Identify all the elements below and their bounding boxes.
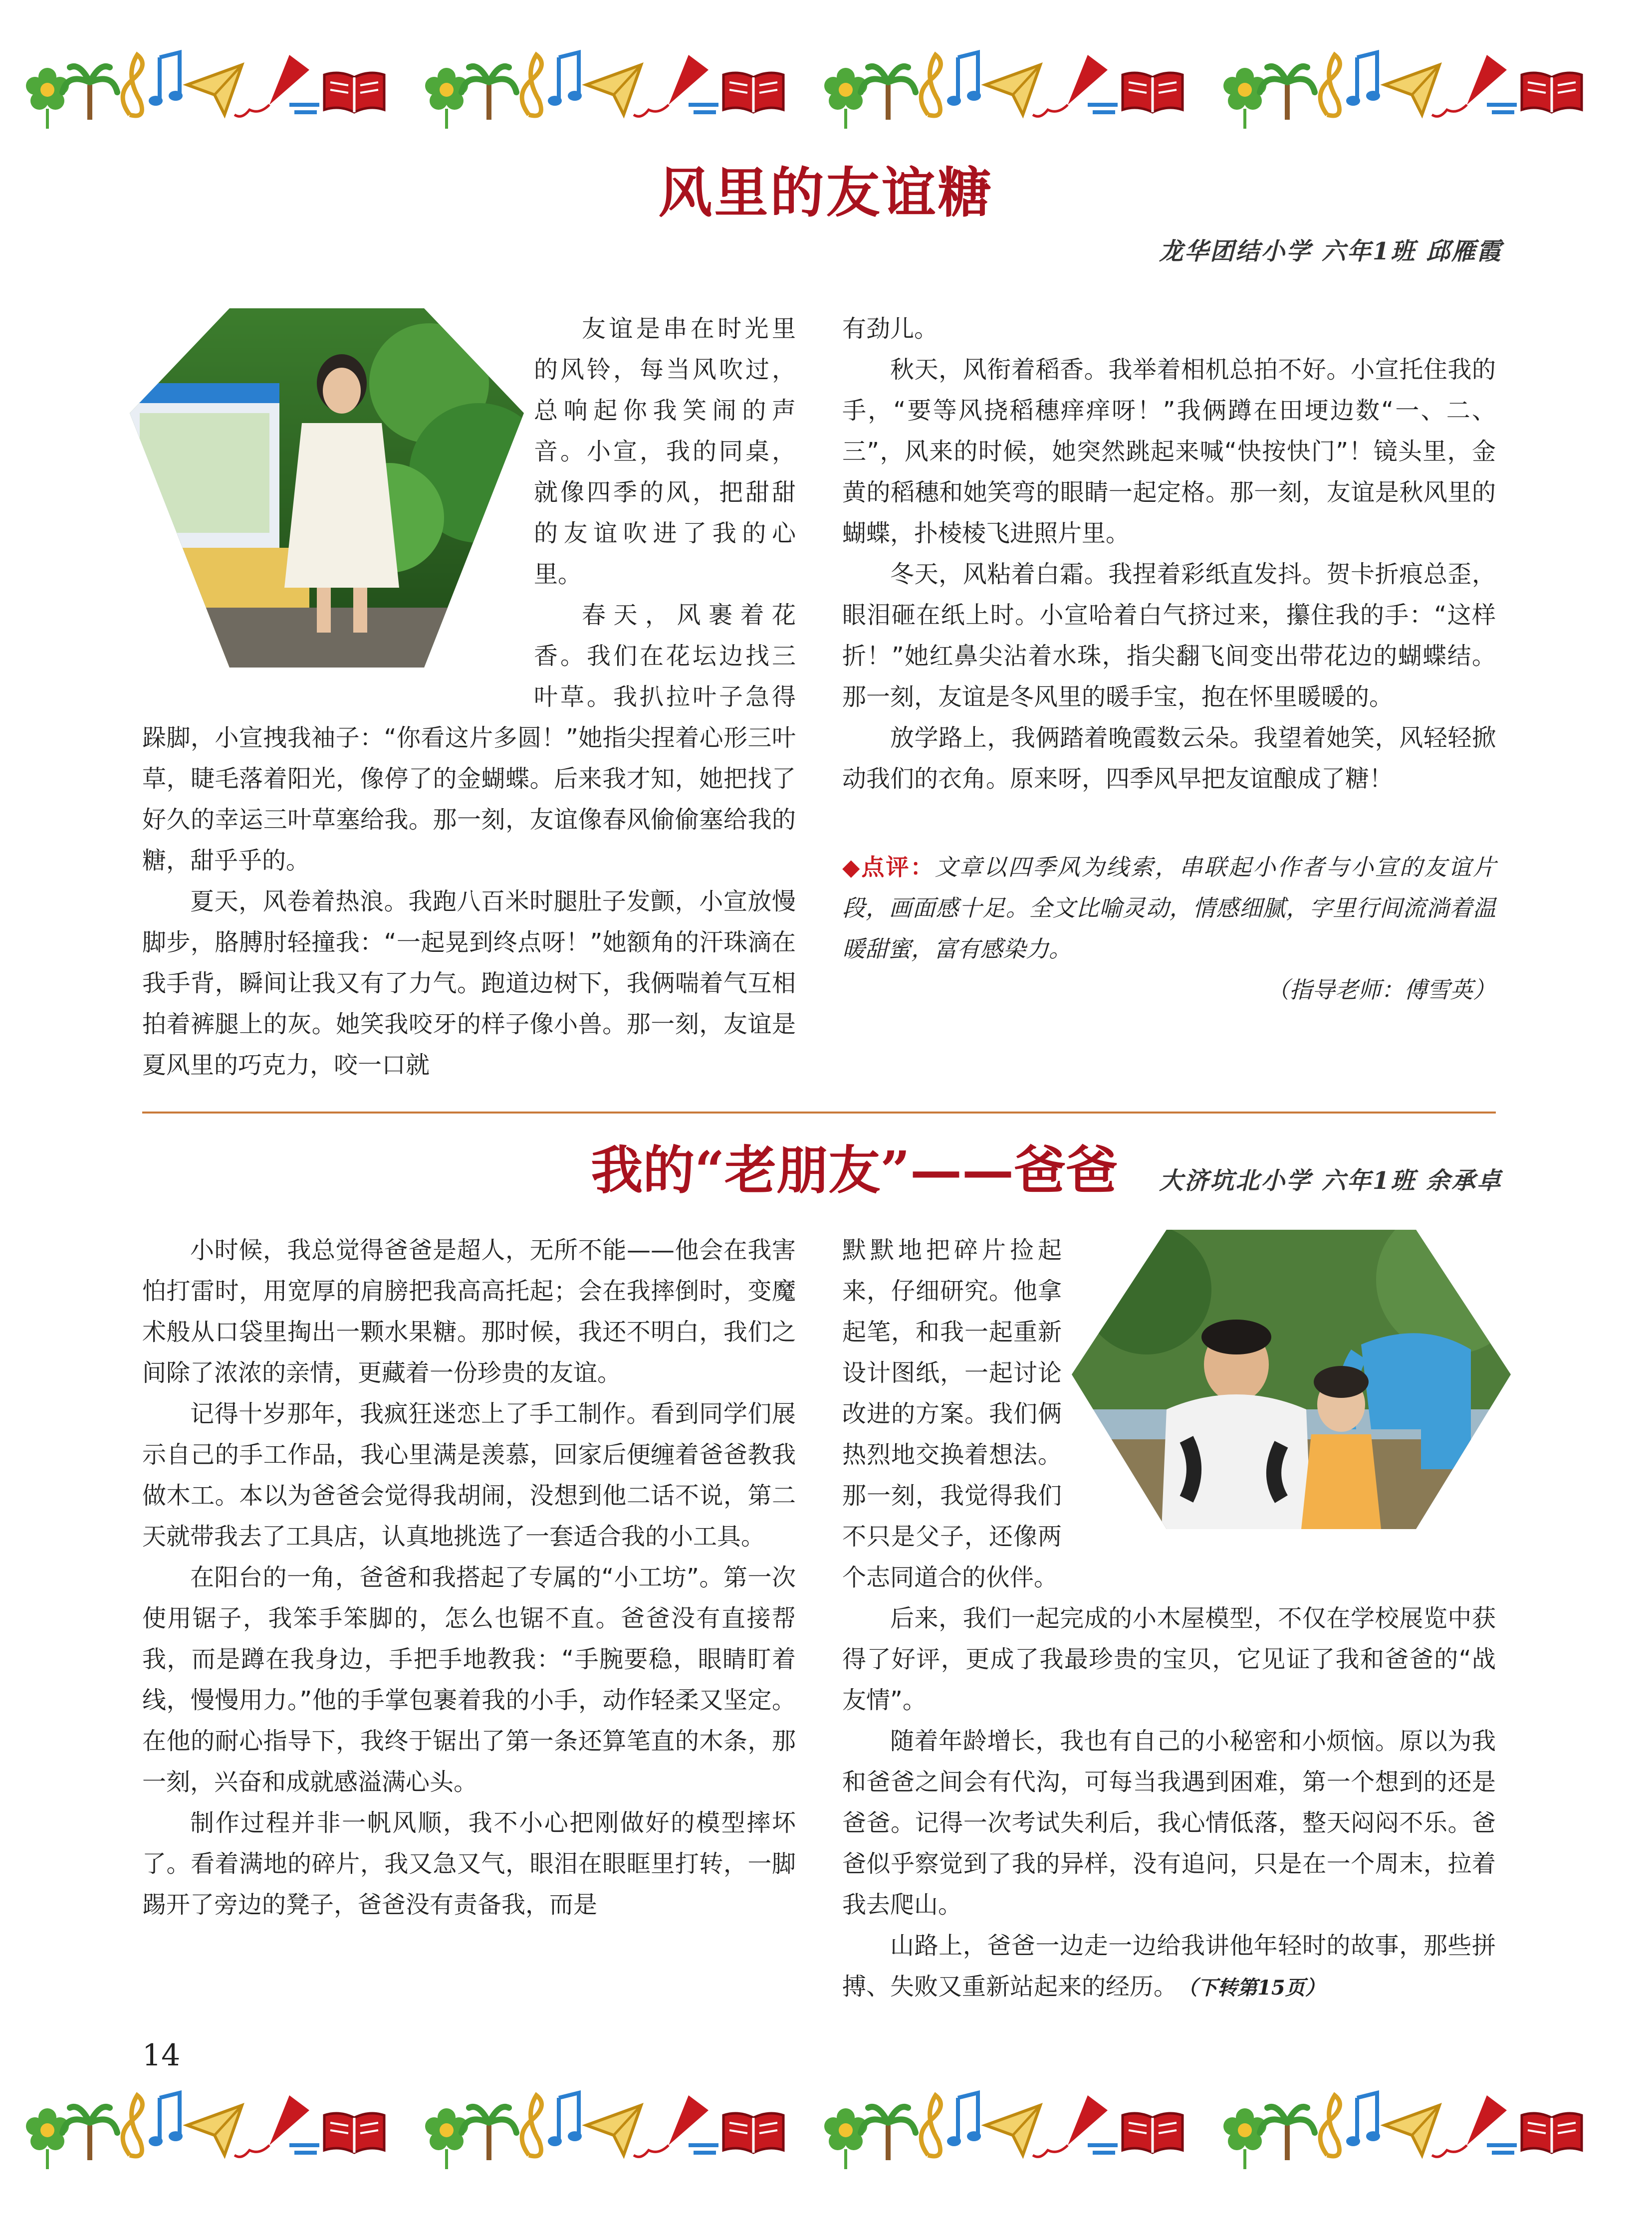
music-note-icon [123, 52, 183, 116]
article-2-right-paragraph [842, 1925, 1496, 2009]
article-2-photo [1072, 1230, 1511, 1539]
article-1-right-column [842, 308, 1496, 1010]
decorative-border-top [0, 35, 1652, 135]
article-1-left-paragraph: 春天，风裹着花香。我们在花坛边找三叶草。我扒拉叶子急得跺脚，小宣拽我袖子：“你看这片多圆！”她指尖捏着心形三叶草，睫毛落着阳光，像停了的金蝴蝶。后来我才知，她把找了好久的幸运三叶草塞给我。那一刻，友谊像春风偷偷塞给我的糖，甜乎乎的。 [142, 601, 796, 875]
article-1-right-paragraph: 有劲儿。 [842, 315, 939, 343]
review-label: 点评： [861, 854, 935, 881]
article-2-left-paragraph: 在阳台的一角，爸爸和我搭起了专属的“小工坊”。第一次使用锯子，我笨手笨脚的，怎么也锯不直。爸爸没有直接帮我，而是蹲在我身边，手把手地教我：“手腕要稳，眼睛盯着线，慢慢用力。”他的手掌包裹着我的小手，动作轻柔又坚定。在他的耐心指导下，我终于锯出了第一条还算笔直的木条，那一刻，兴奋和成就感溢满心头。 [142, 1564, 796, 1796]
article-2-byline: 大济坑北小学 六年1班 余承卓 [1159, 1167, 1502, 1195]
article-2-left-paragraph: 记得十岁那年，我疯狂迷恋上了手工制作。看到同学们展示自己的手工作品，我心里满是羡慕，回家后便缠着爸爸教我做木工。本以为爸爸会觉得我胡闹，没想到他二话不说，第二天就带我去了工具店，认真地挑选了一套适合我的小工具。 [142, 1400, 796, 1551]
article-2-right-paragraph: 随着年龄增长，我也有自己的小秘密和小烦恼。原以为我和爸爸之间会有代沟，可每当我遇到困难，第一个想到的还是爸爸。记得一次考试失利后，我心情低落，整天闷闷不乐。爸爸似乎察觉到了我的异样，没有追问，只是在一个周末，拉着我去爬山。 [842, 1727, 1496, 1919]
article-1-left-paragraph: 夏天，风卷着热浪。我跑八百米时腿肚子发颤，小宣放慢脚步，胳膊肘轻撞我：“一起晃到终点呀！”她额角的汗珠滴在我手背，瞬间让我又有了力气。跑道边树下，我俩喘着气互相拍着裤腿上的灰。她笑我咬牙的样子像小兽。那一刻，友谊是夏风里的巧克力，咬一口就 [142, 888, 796, 1079]
article-1-review [842, 847, 1496, 1010]
paper-plane-icon [187, 65, 242, 115]
book-icon [324, 73, 384, 112]
article-1-right-paragraph: 放学路上，我俩踏着晚霞数云朵。我望着她笑，风轻轻掀动我们的衣角。原来呀，四季风早把友谊酿成了糖！ [842, 724, 1496, 793]
article-1-right-paragraph: 冬天，风粘着白霜。我捏着彩纸直发抖。贺卡折痕总歪，眼泪砸在纸上时。小宣哈着白气挤过来，攥住我的手：“这样折！”她红鼻尖沾着水珠，指尖翻飞间变出带花边的蝴蝶结。那一刻，友谊是冬风里的暖手宝，抱在怀里暖暖的。 [842, 560, 1496, 711]
article-2-left-paragraph: 制作过程并非一帆风顺，我不小心把刚做好的模型摔坏了。看着满地的碎片，我又急又气，眼泪在眼眶里打转，一脚踢开了旁边的凳子，爸爸没有责备我，而是 [142, 1809, 796, 1919]
article-2-left-paragraph: 小时候，我总觉得爸爸是超人，无所不能——他会在我害怕打雷时，用宽厚的肩膀把我高高托起；会在我摔倒时，变魔术般从口袋里掏出一颗水果糖。那时候，我还不明白，我们之间除了浓浓的亲情，更藏着一份珍贵的友谊。 [142, 1236, 796, 1387]
article-2-right-paragraph: 后来，我们一起完成的小木屋模型，不仅在学校展览中获得了好评，更成了我最珍贵的宝贝，它见证了我和爸爸的“战友情”。 [842, 1604, 1496, 1714]
decorative-border-bottom [0, 2075, 1652, 2175]
flower-icon [26, 68, 69, 129]
review-teacher: （指导老师：傅雪英） [1266, 976, 1496, 1003]
section-divider [142, 1112, 1496, 1114]
article-2-left-column [142, 1230, 796, 1925]
article-2-title: 我的“老朋友”——爸爸 [591, 1139, 1118, 1201]
article-2-right-paragraph: 默默地把碎片捡起来，仔细研究。他拿起笔，和我一起重新设计图纸，一起讨论改进的方案。我们俩热烈地交换着想法。那一刻，我觉得我们不只是父子，还像两个志同道合的伙伴。 [842, 1236, 1062, 1591]
diamond-icon: ◆ [842, 854, 862, 881]
article-1-right-paragraph: 秋天，风衔着稻香。我举着相机总拍不好。小宣托住我的手，“要等风挠稻穗痒痒呀！”我俩蹲在田埂边数“一、二、三”，风来的时候，她突然跳起来喊“快按快门”！镜头里，金黄的稻穗和她笑弯的眼睛一起定格。那一刻，友谊是秋风里的蝴蝶，扑棱棱飞进照片里。 [842, 356, 1496, 547]
article-2-right-column [842, 1230, 1496, 2009]
review-text: 文章以四季风为线索，串联起小作者与小宣的友谊片段，画面感十足。全文比喻灵动，情感细腻，字里行间流淌着温暖甜蜜，富有感染力。 [842, 854, 1496, 962]
palm-tree-icon [62, 66, 117, 120]
article-1-left-column [142, 308, 796, 1086]
continued-note: （下转第15页） [1187, 1976, 1325, 2000]
article-1-byline: 龙华团结小学 六年1班 邱雁霞 [1159, 237, 1502, 265]
article-2-last-paragraph-text: 山路上，爸爸一边走一边给我讲他年轻时的故事，那些拼搏、失败又重新站起来的经历。 [842, 1932, 1496, 2001]
kite-icon [235, 55, 319, 116]
article-1-photo [130, 308, 524, 687]
article-1-left-paragraph: 友谊是串在时光里的风铃，每当风吹过，总响起你我笑闹的声音。小宣，我的同桌，就像四季的风，把甜甜的友谊吹进了我的心里。 [534, 315, 796, 588]
page-number: 14 [142, 2038, 181, 2073]
article-1-title: 风里的友谊糖 [658, 162, 994, 224]
